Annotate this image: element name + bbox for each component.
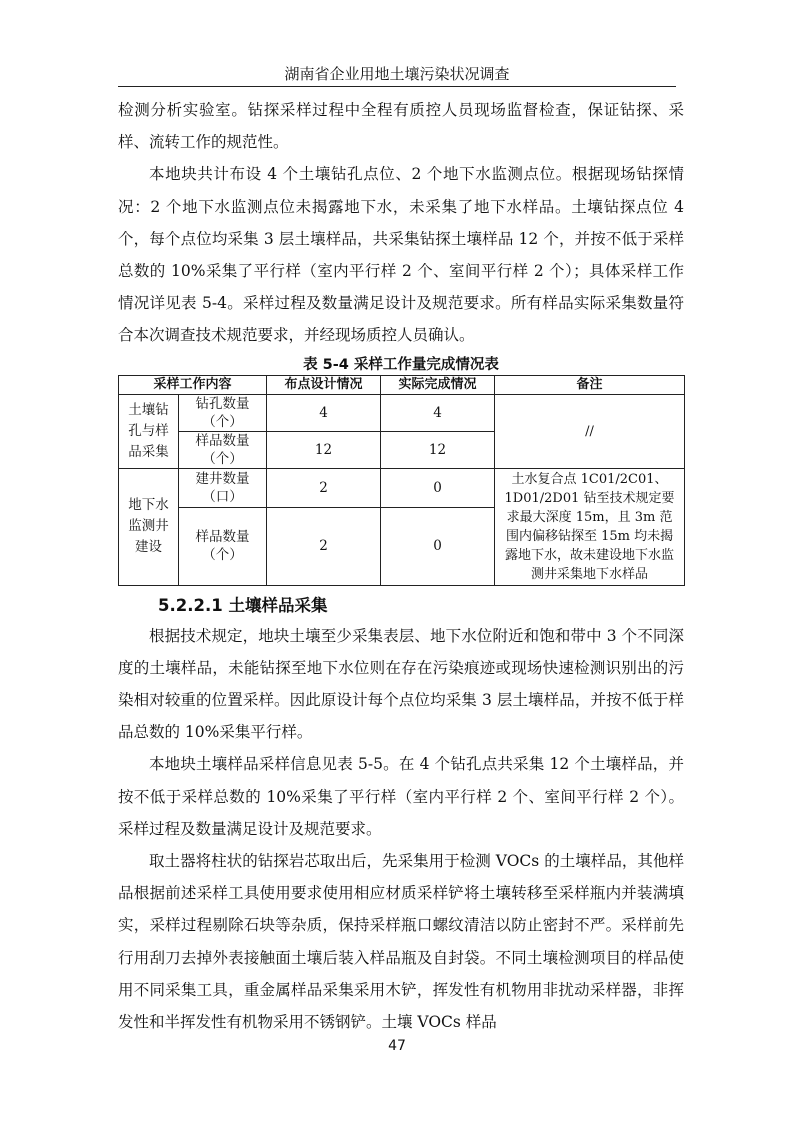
table-row <box>119 394 685 431</box>
actual-value: 0 <box>381 468 495 508</box>
page-number: 47 <box>388 1038 406 1054</box>
actual-value: 12 <box>381 431 495 468</box>
designed-value: 2 <box>267 508 381 585</box>
paragraph-sample-info: 本地块土壤样品采样信息见表 5-5。在 4 个钻孔点共采集 12 个土壤样品，并按不低于采样总数的 10%采集了平行样（室内平行样 2 个、室间平行样 2 个）。采样过程及数量满足设计及规范要求。 <box>118 755 684 838</box>
header-remarks: 备注 <box>495 375 685 394</box>
header-designed: 布点设计情况 <box>267 375 381 394</box>
actual-value: 4 <box>381 394 495 431</box>
sampling-workload-table <box>118 375 685 586</box>
header-content: 采样工作内容 <box>119 375 267 394</box>
row-item: 建井数量（口） <box>179 468 267 508</box>
designed-value: 4 <box>267 394 381 431</box>
paragraph-sampling-procedure: 取土器将柱状的钻探岩芯取出后，先采集用于检测 VOCs 的土壤样品，其他样品根据前述采样工具使用要求使用相应材质采样铲将土壤转移至采样瓶内并装满填实，采样过程剔除石块等杂质，保持采样瓶口螺纹清洁以防止密封不严。采样前先行用刮刀去掉外表接触面土壤后装入样品瓶及自封袋。不同土壤检测项目的样品使用不同采集工具，重金属样品采集采用木铲，挥发性有机物用非扰动采样器，非挥发性和半挥发性有机物采用不锈钢铲。土壤 VOCs 样品 <box>118 852 684 1032</box>
designed-value: 2 <box>267 468 381 508</box>
table-row <box>119 468 685 508</box>
table-title: 表 5-4 采样工作量完成情况表 <box>303 356 499 373</box>
row-item: 样品数量（个） <box>179 508 267 585</box>
header-rule <box>118 86 676 87</box>
running-header: 湖南省企业用地土壤污染状况调查 <box>284 65 510 83</box>
page-content <box>118 94 684 1038</box>
group-label: 土壤钻孔与样品采集 <box>119 394 179 468</box>
paragraph-sampling-summary: 本地块共计布设 4 个土壤钻孔点位、2 个地下水监测点位。根据现场钻探情况：2 个地下水监测点位未揭露地下水，未采集了地下水样品。土壤钻探点位 4 个，每个点位均采集 3 层土壤样品，共采集钻探土壤样品 12 个，并按不低于采样总数的 10%采集了平行样（室内平行样 2 个、室间平行样 2 个）；具体采样工作情况详见表 5-4。采样过程及数量满足设计及规范要求。所有样品实际采集数量符合本次调查技术规范要求，并经现场质控人员确认。 <box>118 165 684 345</box>
row-item: 样品数量（个） <box>179 431 267 468</box>
row-item: 钻孔数量（个） <box>179 394 267 431</box>
remark-cell: 土水复合点 1C01/2C01、1D01/2D01 钻至技术规定要求最大深度 15m，且 3m 范围内偏移钻探至 15m 均未揭露地下水，故未建设地下水监测井采集地下水样品 <box>495 468 685 585</box>
header-actual: 实际完成情况 <box>381 375 495 394</box>
paragraph-technical-rules: 根据技术规定，地块土壤至少采集表层、地下水位附近和饱和带中 3 个不同深度的土壤样品，未能钻探至地下水位则在存在污染痕迹或现场快速检测识别出的污染相对较重的位置采样。因此原设计每个点位均采集 3 层土壤样品，并按不低于样品总数的 10%采集平行样。 <box>118 626 684 742</box>
designed-value: 12 <box>267 431 381 468</box>
remark-cell: // <box>495 394 685 468</box>
actual-value: 0 <box>381 508 495 585</box>
table-header-row <box>119 375 685 394</box>
paragraph-continuation: 检测分析实验室。钻探采样过程中全程有质控人员现场监督检查，保证钻探、采样、流转工作的规范性。 <box>118 101 684 152</box>
section-heading: 5.2.2.1 土壤样品采集 <box>158 595 328 615</box>
group-label: 地下水监测井建设 <box>119 468 179 585</box>
